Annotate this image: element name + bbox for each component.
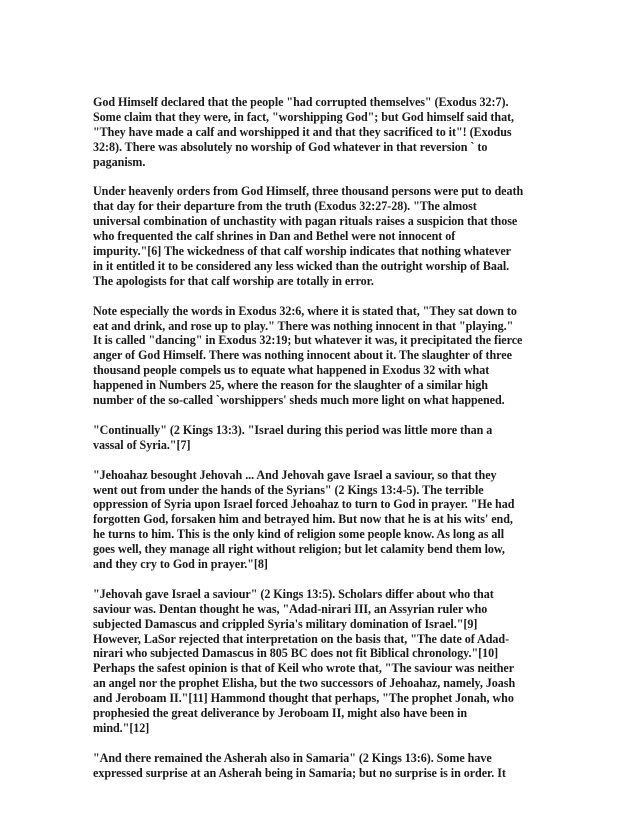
paragraph-2: Under heavenly orders from God Himself, three thousand persons were put to death that day for their departure from the truth (Exodus 32:27-28). "The almost universal combination of unchastity with pagan rituals raises a suspicion that those who frequented the calf shrines in Dan and Bethel were not innocent of impurity."[6] The wickedness of that calf worship indicates that nothing whatever in it entitled it to be considered any less wicked than the outright worship of Baal. The apologists for that calf worship are totally in error.: [93, 184, 524, 288]
paragraph-4: "Continually" (2 Kings 13:3). "Israel during this period was little more than a vassal of Syria."[7]: [93, 422, 493, 452]
paragraph-6: "Jehovah gave Israel a saviour" (2 Kings 13:5). Scholars differ about who that saviour was. Dentan thought he was, "Adad-nirari III, an Assyrian ruler who subjected Damascus and crippled Syria's military domination of Israel."[9] However, LaSor rejected that interpretation on the basis that, "The date of Adad- nirari who subjected Damascus in 805 BC does not fit Biblical chronology."[10] Perhaps the safest opinion is that of Keil who wrote that, "The saviour was neither an angel nor the prophet Elisha, but the two successors of Jehoahaz, namely, Joash and Jeroboam II."[11] Hammond thought that perhaps, "The prophet Jonah, who prophesied the great deliverance by Jeroboam II, might also have been in mind."[12]: [93, 586, 516, 735]
document-body: [93, 95, 551, 795]
paragraph-7: "And there remained the Asherah also in Samaria" (2 Kings 13:6). Some have expressed surprise at an Asherah being in Samaria; but no surprise is in order. It: [93, 750, 506, 780]
paragraph-3: Note especially the words in Exodus 32:6, where it is stated that, "They sat down to eat and drink, and rose up to play." There was nothing innocent in that "playing." It is called "dancing" in Exodus 32:19; but whatever it was, it precipitated the fierce anger of God Himself. There was nothing innocent about it. The slaughter of three thousand people compels us to equate what happened in Exodus 32 with what happened in Numbers 25, where the reason for the slaughter of a similar high number of the so-called `worshippers' sheds much more light on what happened.: [93, 303, 523, 408]
paragraph-1: God Himself declared that the people "had corrupted themselves" (Exodus 32:7). Some claim that they were, in fact, "worshipping God"; but God himself said that, "They have made a calf and worshipped it and that they sacrificed to it"! (Exodus 32:8). There was absolutely no worship of God whatever in that reversion ` to paganism.: [93, 95, 515, 169]
paragraph-5: "Jehoahaz besought Jehovah ... And Jehovah gave Israel a saviour, so that they went out from under the hands of the Syrians" (2 Kings 13:4-5). The terrible oppression of Syria upon Israel forced Jehoahaz to turn to God in prayer. "He had forgotten God, forsaken him and betrayed him. But now that he is at his wits' end, he turns to him. This is the only kind of religion some people know. As long as all goes well, they manage all right without religion; but let calamity bend them low, and they cry to God in prayer."[8]: [93, 467, 515, 572]
